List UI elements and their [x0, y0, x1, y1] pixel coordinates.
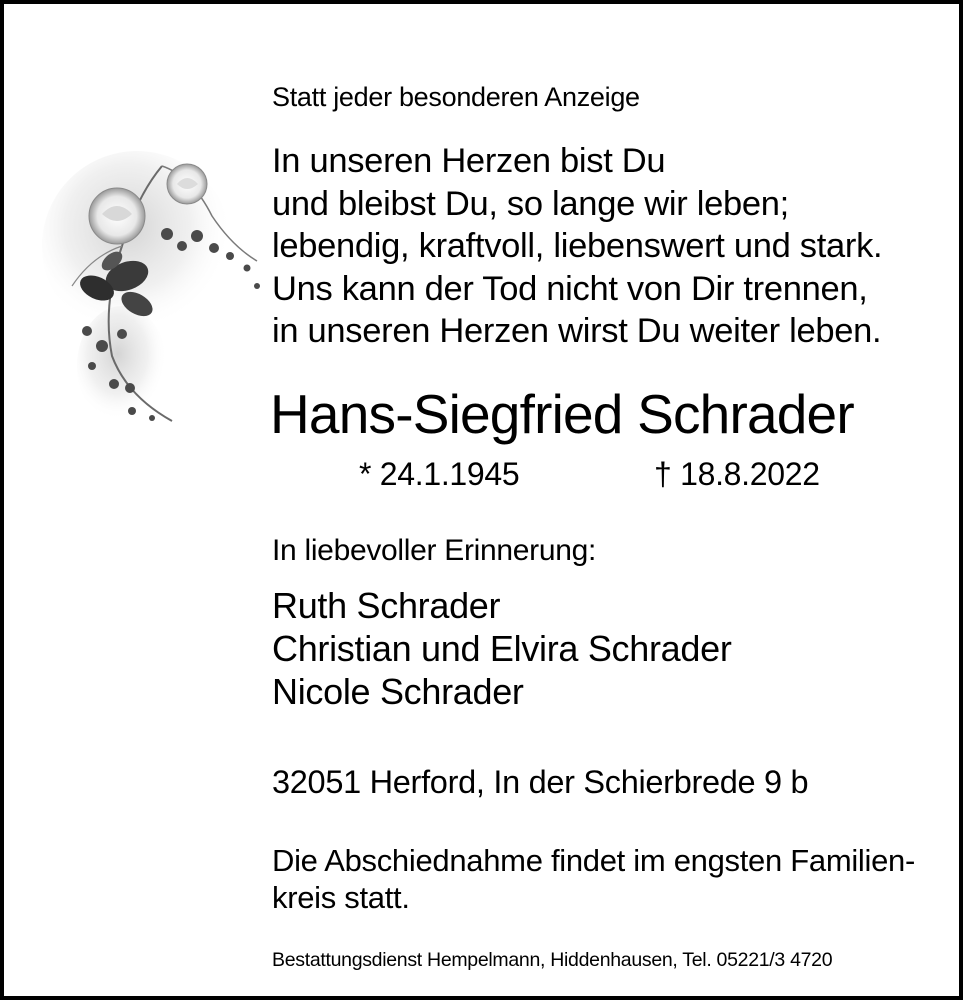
- farewell-note: [272, 842, 915, 916]
- mourner-name: Nicole Schrader: [272, 671, 524, 712]
- birth-date: * 24.1.1945: [359, 456, 520, 492]
- rose-flower-spray-icon: [42, 136, 264, 428]
- poem-line: und bleibst Du, so lange wir leben;: [272, 184, 789, 223]
- poem: [272, 140, 882, 353]
- death-date: † 18.8.2022: [654, 456, 820, 492]
- mourner-name: Christian und Elvira Schrader: [272, 628, 732, 669]
- farewell-line: Die Abschiednahme findet im engsten Familien-: [272, 843, 916, 878]
- mourner-name: Ruth Schrader: [272, 585, 501, 626]
- farewell-line: kreis statt.: [272, 880, 410, 915]
- deceased-name: Hans-Siegfried Schrader: [270, 383, 854, 445]
- address: 32051 Herford, In der Schierbrede 9 b: [272, 764, 809, 800]
- poem-line: Uns kann der Tod nicht von Dir trennen,: [272, 269, 868, 308]
- poem-line: In unseren Herzen bist Du: [272, 142, 666, 180]
- funeral-service-footer: Bestattungsdienst Hempelmann, Hiddenhausen, Tel. 05221/3 4720: [272, 949, 833, 971]
- memory-line: In liebevoller Erinnerung:: [272, 534, 597, 567]
- notice-header: Statt jeder besonderen Anzeige: [272, 82, 640, 112]
- mourners-list: [272, 584, 732, 713]
- poem-line: in unseren Herzen wirst Du weiter leben.: [272, 312, 882, 350]
- poem-line: lebendig, kraftvoll, liebenswert und stark.: [272, 227, 883, 265]
